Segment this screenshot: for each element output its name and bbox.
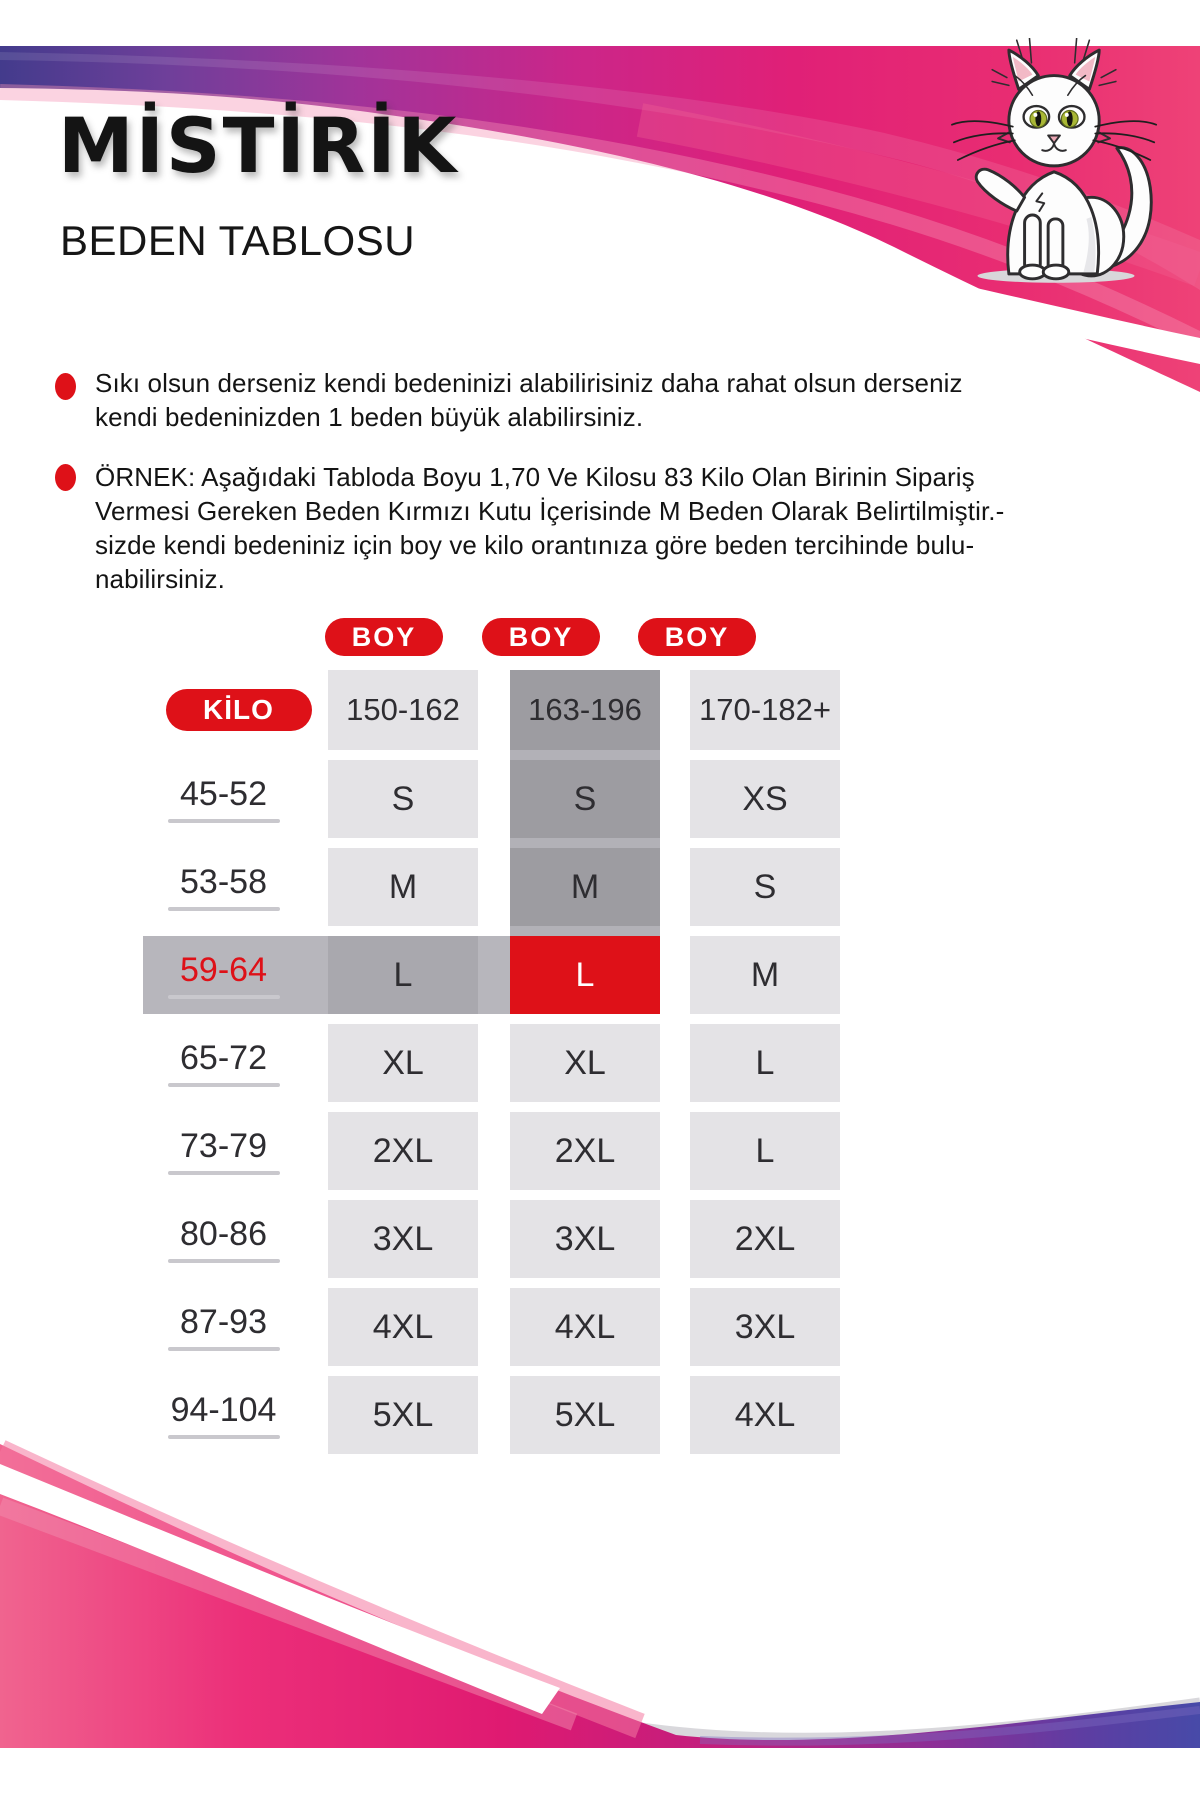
note-line: kendi bedeninizden 1 beden büyük alabilirsiniz. (95, 402, 644, 432)
size-table (165, 670, 840, 1454)
note-line: sizde kendi bedeniniz için boy ve kilo orantınıza göre beden tercihinde bulu- (95, 530, 975, 560)
size-cell: 3XL (690, 1288, 840, 1366)
height-range-header: 170-182+ (690, 670, 840, 750)
kilo-underline (168, 907, 280, 911)
kilo-range-text: 94-104 (170, 1391, 277, 1429)
size-cell: 4XL (690, 1376, 840, 1454)
size-cell: XL (510, 1024, 660, 1102)
page-title: BEDEN TABLOSU (60, 217, 416, 264)
size-cell: M (510, 848, 660, 926)
boy-column-pill: BOY (325, 618, 443, 656)
note-fit-advice (95, 366, 963, 434)
size-cell-selected-red: L (510, 936, 660, 1014)
size-cell: 4XL (328, 1288, 478, 1366)
kilo-underline (168, 1347, 280, 1351)
kilo-pill-slot (165, 670, 312, 750)
size-cell: 2XL (690, 1200, 840, 1278)
kilo-underline (168, 819, 280, 823)
kilo-range-text: 87-93 (180, 1303, 267, 1341)
size-cell: 3XL (328, 1200, 478, 1278)
kilo-underline (168, 1083, 280, 1087)
size-cell: XS (690, 760, 840, 838)
size-cell-highlighted: L (328, 936, 478, 1014)
note-line: Vermesi Gereken Beden Kırmızı Kutu İçerisinde M Beden Olarak Belirtilmiştir.- (95, 496, 1005, 526)
kilo-range-label-highlighted (165, 936, 312, 1014)
size-cell: L (690, 1024, 840, 1102)
brand-title: MİSTİRİK (58, 101, 459, 190)
kilo-range-label (165, 848, 312, 926)
size-cell: S (328, 760, 478, 838)
size-cell: S (690, 848, 840, 926)
note-line: ÖRNEK: Aşağıdaki Tabloda Boyu 1,70 Ve Kilosu 83 Kilo Olan Birinin Sipariş (95, 462, 975, 492)
size-cell: M (328, 848, 478, 926)
size-cell: 5XL (510, 1376, 660, 1454)
size-cell: 5XL (328, 1376, 478, 1454)
kilo-underline (168, 1259, 280, 1263)
size-cell: L (690, 1112, 840, 1190)
note-line: nabilirsiniz. (95, 564, 225, 594)
note-line: Sıkı olsun derseniz kendi bedeninizi alabilirisiniz daha rahat olsun derseniz (95, 368, 963, 398)
kilo-range-label (165, 760, 312, 838)
white-cat-mascot-illustration (948, 38, 1164, 284)
kilo-range-text: 45-52 (180, 775, 267, 813)
boy-column-pill: BOY (638, 618, 756, 656)
size-cell: S (510, 760, 660, 838)
size-cell: 2XL (328, 1112, 478, 1190)
boy-column-pill: BOY (482, 618, 600, 656)
kilo-underline (168, 995, 280, 999)
bottom-swoosh-graphic (0, 1430, 1200, 1800)
kilo-range-label (165, 1112, 312, 1190)
kilo-range-text: 53-58 (180, 863, 267, 901)
size-cell: M (690, 936, 840, 1014)
kilo-range-label (165, 1200, 312, 1278)
kilo-range-label (165, 1288, 312, 1366)
height-range-header: 150-162 (328, 670, 478, 750)
size-cell: XL (328, 1024, 478, 1102)
height-range-header: 163-196 (510, 670, 660, 750)
bullet-dot-icon (55, 464, 76, 491)
note-example (95, 460, 1004, 596)
size-cell: 2XL (510, 1112, 660, 1190)
kilo-range-text: 65-72 (180, 1039, 267, 1077)
kilo-header-pill: KİLO (166, 689, 312, 731)
size-cell: 3XL (510, 1200, 660, 1278)
bullet-dot-icon (55, 373, 76, 400)
size-cell: 4XL (510, 1288, 660, 1366)
kilo-range-label (165, 1024, 312, 1102)
kilo-range-text: 80-86 (180, 1215, 267, 1253)
kilo-range-text: 59-64 (180, 951, 267, 989)
kilo-range-text: 73-79 (180, 1127, 267, 1165)
kilo-underline (168, 1171, 280, 1175)
